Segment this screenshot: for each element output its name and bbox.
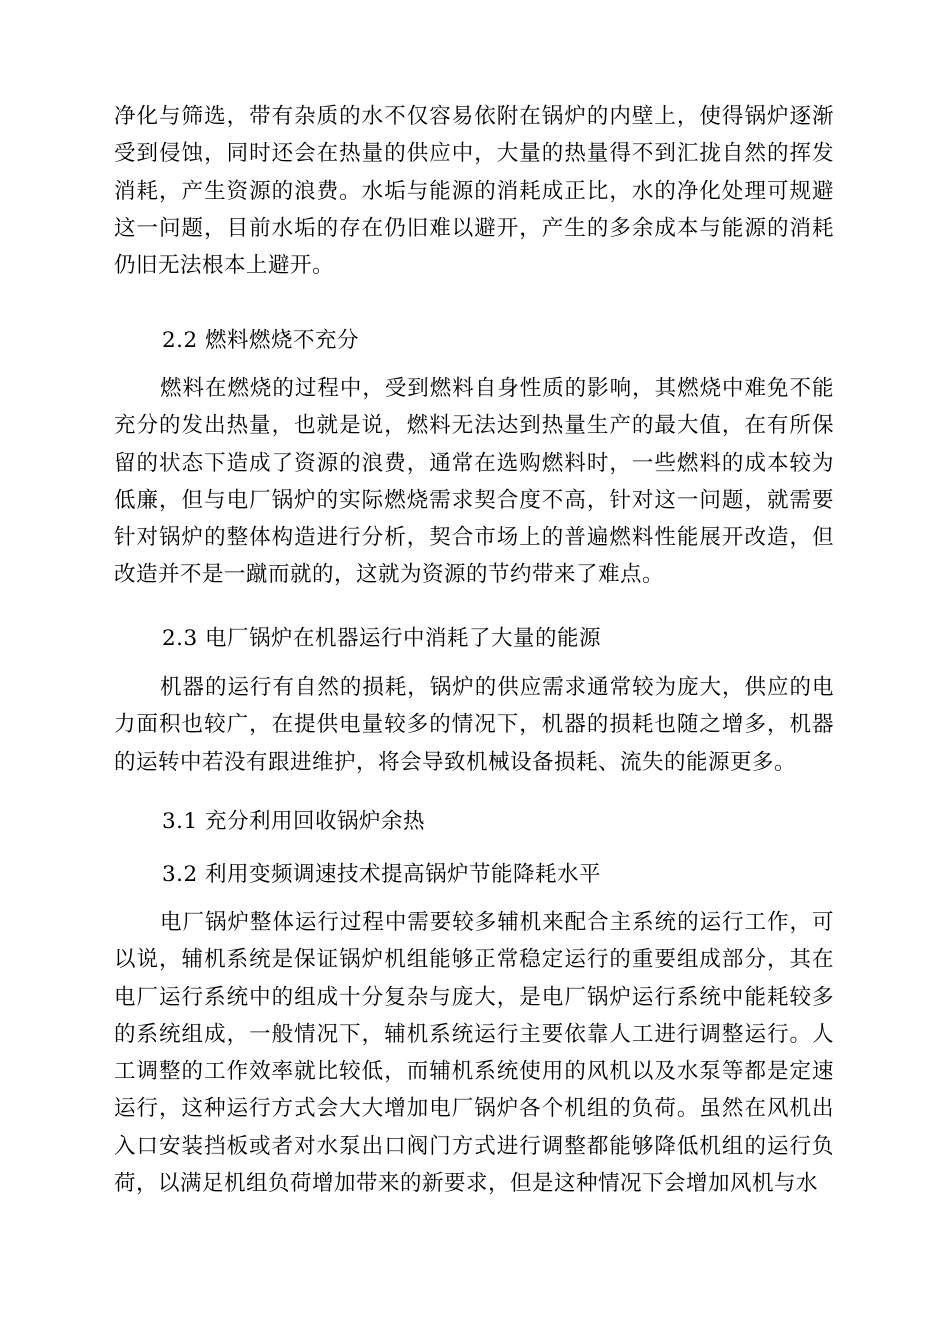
heading-2-3: 2.3 电厂锅炉在机器运行中消耗了大量的能源 [162,626,602,651]
paragraph-machine-wear: 机器的运行有自然的损耗，锅炉的供应需求通常较为庞大，供应的电力面积也较广，在提供电量较多的情况下，机器的损耗也随之增多，机器的运转中若没有跟进维护，将会导致机械设备损耗、流失的能源更多。 [114,675,834,775]
heading-3-1: 3.1 充分利用回收锅炉余热 [162,809,426,834]
paragraph-fuel-combustion: 燃料在燃烧的过程中，受到燃料自身性质的影响，其燃烧中难免不能充分的发出热量，也就是说，燃料无法达到热量生产的最大值，在有所保留的状态下造成了资源的浪费，通常在选购燃料时，一些燃料的成本较为低廉，但与电厂锅炉的实际燃烧需求契合度不高，针对这一问题，就需要针对锅炉的整体构造进行分析，契合市场上的普遍燃料性能展开改造，但改造并不是一蹴而就的，这就为资源的节约带来了难点。 [114,376,834,588]
heading-2-2: 2.2 燃料燃烧不充分 [162,328,360,353]
paragraph-water-scale: 净化与筛选，带有杂质的水不仅容易依附在锅炉的内壁上，使得锅炉逐渐受到侵蚀，同时还会在热量的供应中，大量的热量得不到汇拢自然的挥发消耗，产生资源的浪费。水垢与能源的消耗成正比，水的净化处理可规避这一问题，目前水垢的存在仍旧难以避开，产生的多余成本与能源的消耗仍旧无法根本上避开。 [114,104,834,279]
paragraph-auxiliary-system: 电厂锅炉整体运行过程中需要较多辅机来配合主系统的运行工作，可以说，辅机系统是保证锅炉机组能够正常稳定运行的重要组成部分，其在电厂运行系统中的组成十分复杂与庞大，是电厂锅炉运行系统中能耗较多的系统组成，一般情况下，辅机系统运行主要依靠人工进行调整运行。人工调整的工作效率就比较低，而辅机系统使用的风机以及水泵等都是定速运行，这种运行方式会大大增加电厂锅炉各个机组的负荷。虽然在风机出入口安装挡板或者对水泵出口阀门方式进行调整都能够降低机组的运行负荷，以满足机组负荷增加带来的新要求，但是这种情况下会增加风机与水 [114,910,834,1197]
heading-3-2: 3.2 利用变频调速技术提高锅炉节能降耗水平 [162,862,602,887]
